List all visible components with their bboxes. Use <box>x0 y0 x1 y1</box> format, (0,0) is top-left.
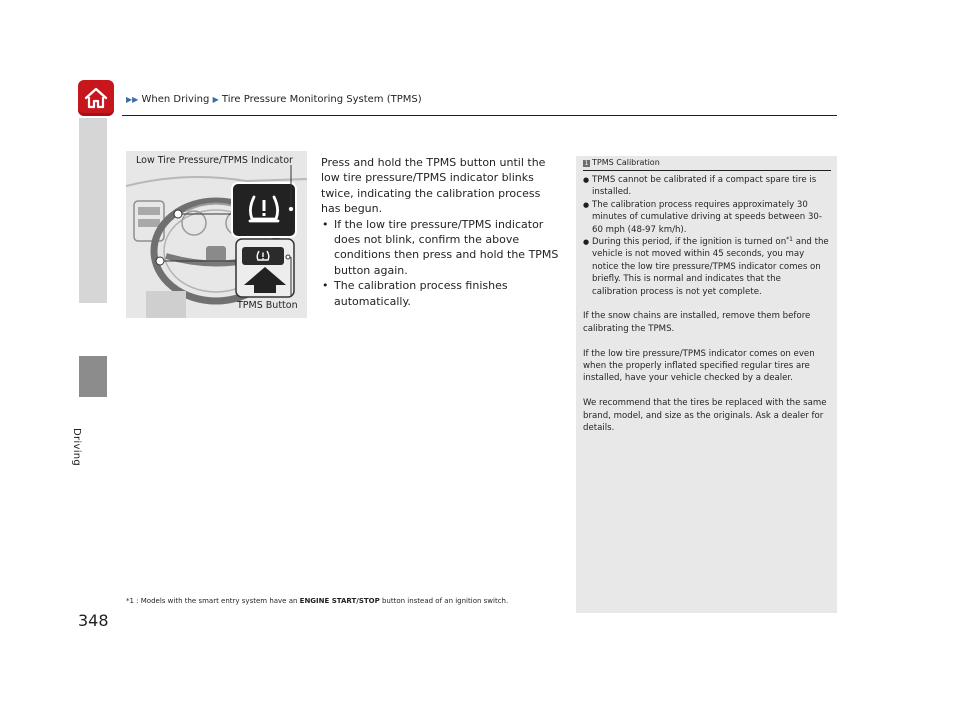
note-title[interactable] <box>583 158 660 167</box>
chapter-tab-marker[interactable] <box>79 356 107 397</box>
press-arrow-icon <box>240 265 290 295</box>
note-bullet3-after: and the vehicle is not moved within 45 seconds, you may notice the low tire pressure/TPMS indicator comes on briefly. This is normal and indicates that the calibration process is not yet complete. <box>592 237 829 297</box>
footnote <box>126 597 508 605</box>
breadcrumb-arrow-icon: ▶ <box>212 95 219 104</box>
page-number: 348 <box>78 611 109 630</box>
breadcrumb-arrow-icon: ▶▶ <box>126 95 139 104</box>
note-paragraph: If the snow chains are installed, remove them before calibrating the TPMS. <box>583 311 811 334</box>
instruction-paragraph: Press and hold the TPMS button until the low tire pressure/TPMS indicator blinks twice, indicating the calibration process has begun. <box>321 156 546 216</box>
main-instructions <box>321 155 561 309</box>
note-paragraph: If the low tire pressure/TPMS indicator comes on even when the properly inflated specified regular tires are installed, have your vehicle checked by a dealer. <box>583 348 815 384</box>
footnote-marker: *1 : <box>126 597 139 605</box>
home-button[interactable] <box>78 80 114 116</box>
note-bullet3-before: During this period, if the ignition is turned on <box>592 237 787 248</box>
label-tpms-button: TPMS Button <box>237 300 298 311</box>
header-rule <box>122 115 837 116</box>
list-item: ● The calibration process requires approximately 30 minutes of cumulative driving at speeds between 30-60 mph (48-97 km/h). <box>583 199 829 236</box>
label-low-tire-indicator: Low Tire Pressure/TPMS Indicator <box>136 155 293 166</box>
note-paragraph: We recommend that the tires be replaced with the same brand, model, and size as the originals. Ask a dealer for details. <box>583 398 827 434</box>
note-body <box>583 174 829 434</box>
footnote-text-after: button instead of an ignition switch. <box>379 597 509 605</box>
breadcrumb-item-when-driving[interactable]: When Driving <box>141 94 210 105</box>
tpms-button-icon[interactable] <box>255 249 271 263</box>
footnote-bold: ENGINE START/STOP <box>299 597 380 605</box>
breadcrumb-item-tpms[interactable]: Tire Pressure Monitoring System (TPMS) <box>221 94 422 105</box>
note-rule <box>583 170 831 171</box>
home-icon <box>83 85 109 111</box>
footnote-ref[interactable]: *1 <box>786 236 793 244</box>
chapter-label: Driving <box>71 428 82 467</box>
side-tab-background <box>79 118 107 303</box>
footnote-text-before: Models with the smart entry system have an <box>138 597 300 605</box>
list-item: • If the low tire pressure/TPMS indicator does not blink, confirm the above conditions then press and hold the TPMS button again. <box>321 217 561 279</box>
list-item: • The calibration process finishes automatically. <box>321 278 561 309</box>
note-title-text: TPMS Calibration <box>592 158 660 167</box>
list-item: ● TPMS cannot be calibrated if a compact spare tire is installed. <box>583 174 829 199</box>
tpms-figure <box>126 151 307 318</box>
tpms-warning-icon <box>244 191 284 229</box>
list-item <box>583 236 829 298</box>
note-list <box>583 174 829 298</box>
note-link-icon: 1 <box>584 160 589 167</box>
breadcrumb <box>126 94 422 105</box>
instruction-list <box>321 217 561 309</box>
